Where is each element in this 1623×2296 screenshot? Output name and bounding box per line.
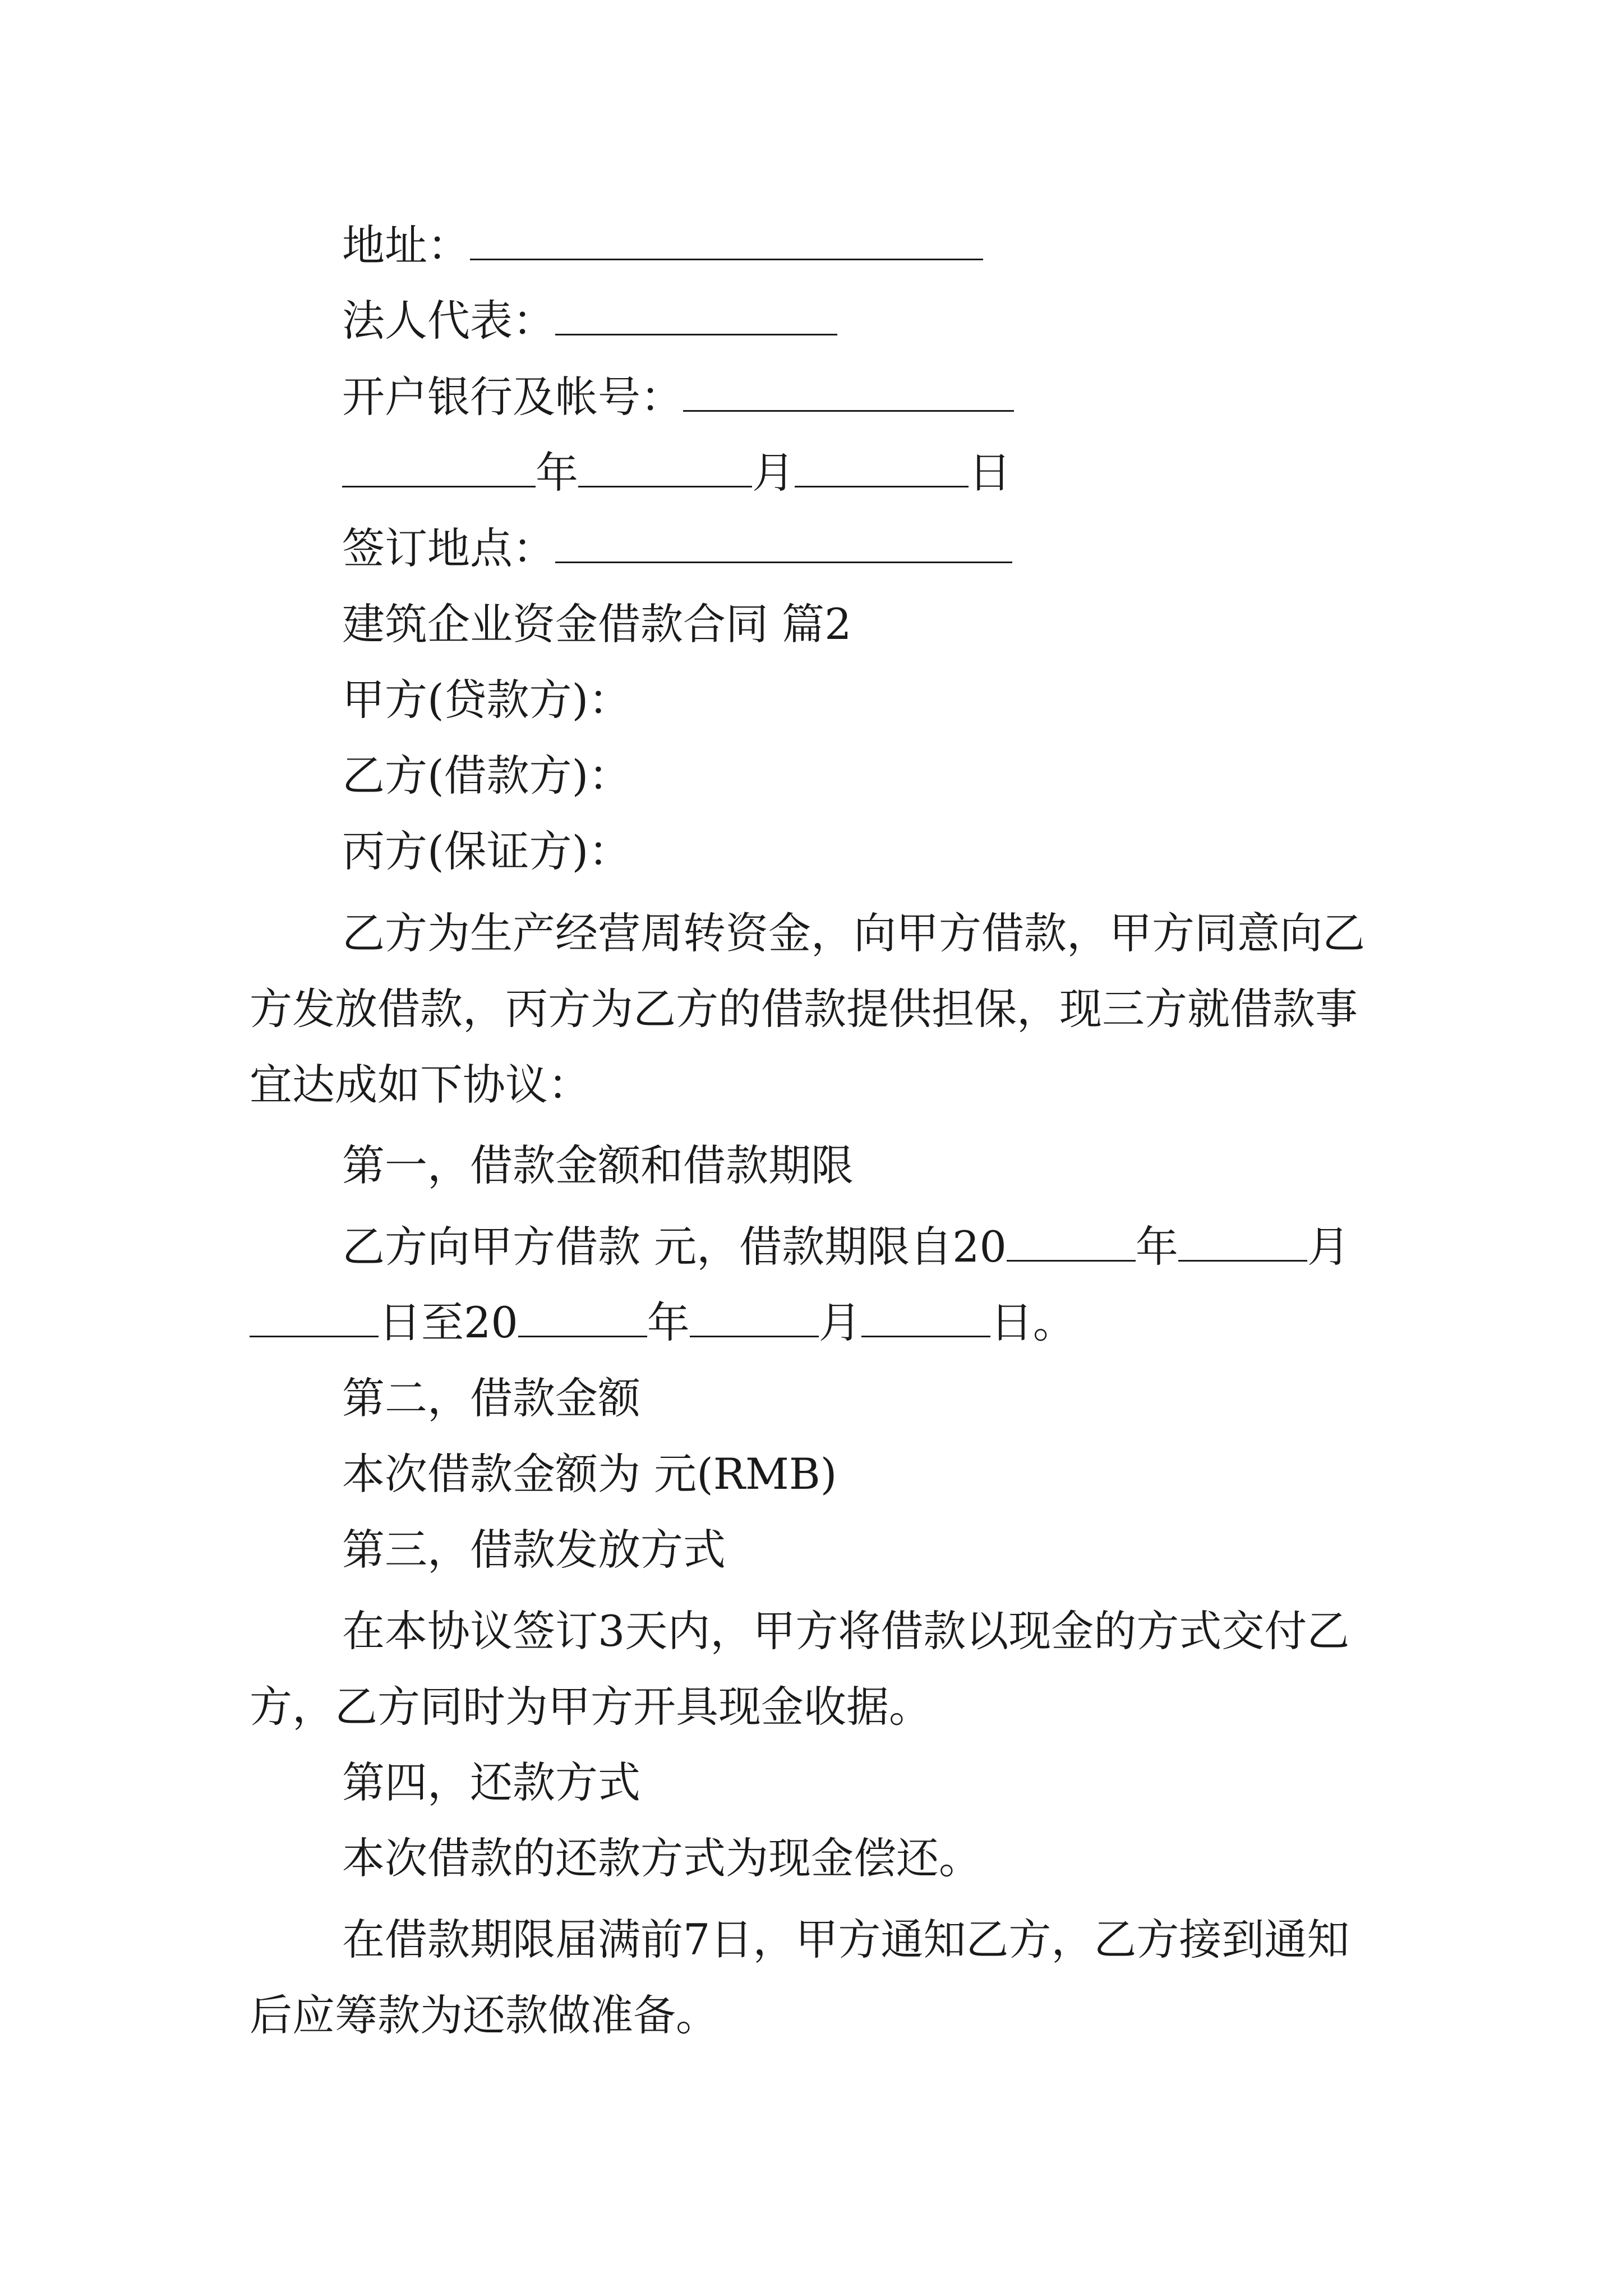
clause1-month1-blank — [1178, 1223, 1307, 1262]
sign-place-line — [0, 515, 1012, 582]
date-month-label: 月 — [752, 448, 795, 498]
clause1-year1-blank — [1007, 1223, 1136, 1262]
clause4-text-1: 本次借款的还款方式为现金偿还。 — [342, 1833, 981, 1883]
clause1-day1: 日至20 — [379, 1297, 518, 1347]
sign-place-label: 签订地点： — [342, 523, 555, 573]
clause1-day1-blank — [250, 1299, 379, 1337]
bank-account-line — [0, 364, 1014, 431]
date-day-label: 日 — [969, 448, 1011, 498]
clause4-line-2a: 在借款期限届满前7日，甲方通知乙方，乙方接到通知 — [342, 1915, 1350, 1964]
clause3-line-1: 在本协议签订3天内，甲方将借款以现金的方式交付乙 — [342, 1606, 1350, 1656]
date-month-blank — [578, 449, 752, 487]
clause4-title: 第四，还款方式 — [342, 1757, 640, 1807]
party-lender: 甲方(贷款方)： — [342, 675, 631, 725]
clause1-title: 第一，借款金额和借款期限 — [342, 1140, 854, 1190]
intro-line-2: 方发放借款，丙方为乙方的借款提供担保，现三方就借款事 — [250, 984, 1358, 1034]
sign-place-blank — [555, 524, 1012, 563]
date-line — [0, 439, 1011, 507]
section-title: 建筑企业资金借款合同 篇2 — [342, 599, 852, 649]
legal-rep-line — [0, 287, 837, 355]
clause2-title: 第二，借款金额 — [342, 1373, 640, 1423]
clause1-month2: 月 — [818, 1297, 861, 1347]
bank-account-blank — [683, 373, 1014, 412]
date-day-blank — [795, 449, 969, 487]
clause3-line-2: 方，乙方同时为甲方开具现金收据。 — [250, 1682, 932, 1732]
address-label: 地址： — [342, 220, 470, 270]
clause1-day2: 日。 — [990, 1297, 1076, 1347]
clause4-line-2b: 后应筹款为还款做准备。 — [250, 1990, 718, 2040]
legal-rep-blank — [555, 297, 837, 335]
intro-line-3: 宜达成如下协议： — [250, 1060, 591, 1110]
party-borrower: 乙方(借款方)： — [342, 751, 631, 800]
address-blank — [470, 222, 983, 260]
clause1-year1: 年 — [1135, 1222, 1178, 1272]
clause1-day2-blank — [861, 1299, 990, 1337]
clause1-year2-blank — [518, 1299, 647, 1337]
legal-rep-label: 法人代表： — [342, 296, 555, 346]
party-guarantor: 丙方(保证方)： — [342, 826, 631, 876]
clause1-line-1 — [0, 1213, 1350, 1281]
date-year-blank — [342, 449, 536, 487]
address-line — [0, 212, 983, 279]
clause1-text: 乙方向甲方借款 元，借款期限自20 — [342, 1222, 1007, 1272]
clause1-year2: 年 — [647, 1297, 690, 1347]
clause1-month1: 月 — [1307, 1222, 1350, 1272]
clause2-text: 本次借款金额为 元(RMB) — [342, 1449, 837, 1499]
bank-account-label: 开户银行及帐号： — [342, 372, 683, 422]
date-year-label: 年 — [536, 448, 578, 498]
intro-line-1: 乙方为生产经营周转资金，向甲方借款，甲方同意向乙 — [342, 908, 1365, 958]
clause1-month2-blank — [690, 1299, 819, 1337]
clause3-title: 第三，借款发放方式 — [342, 1525, 726, 1575]
clause1-line-2 — [0, 1289, 1076, 1356]
